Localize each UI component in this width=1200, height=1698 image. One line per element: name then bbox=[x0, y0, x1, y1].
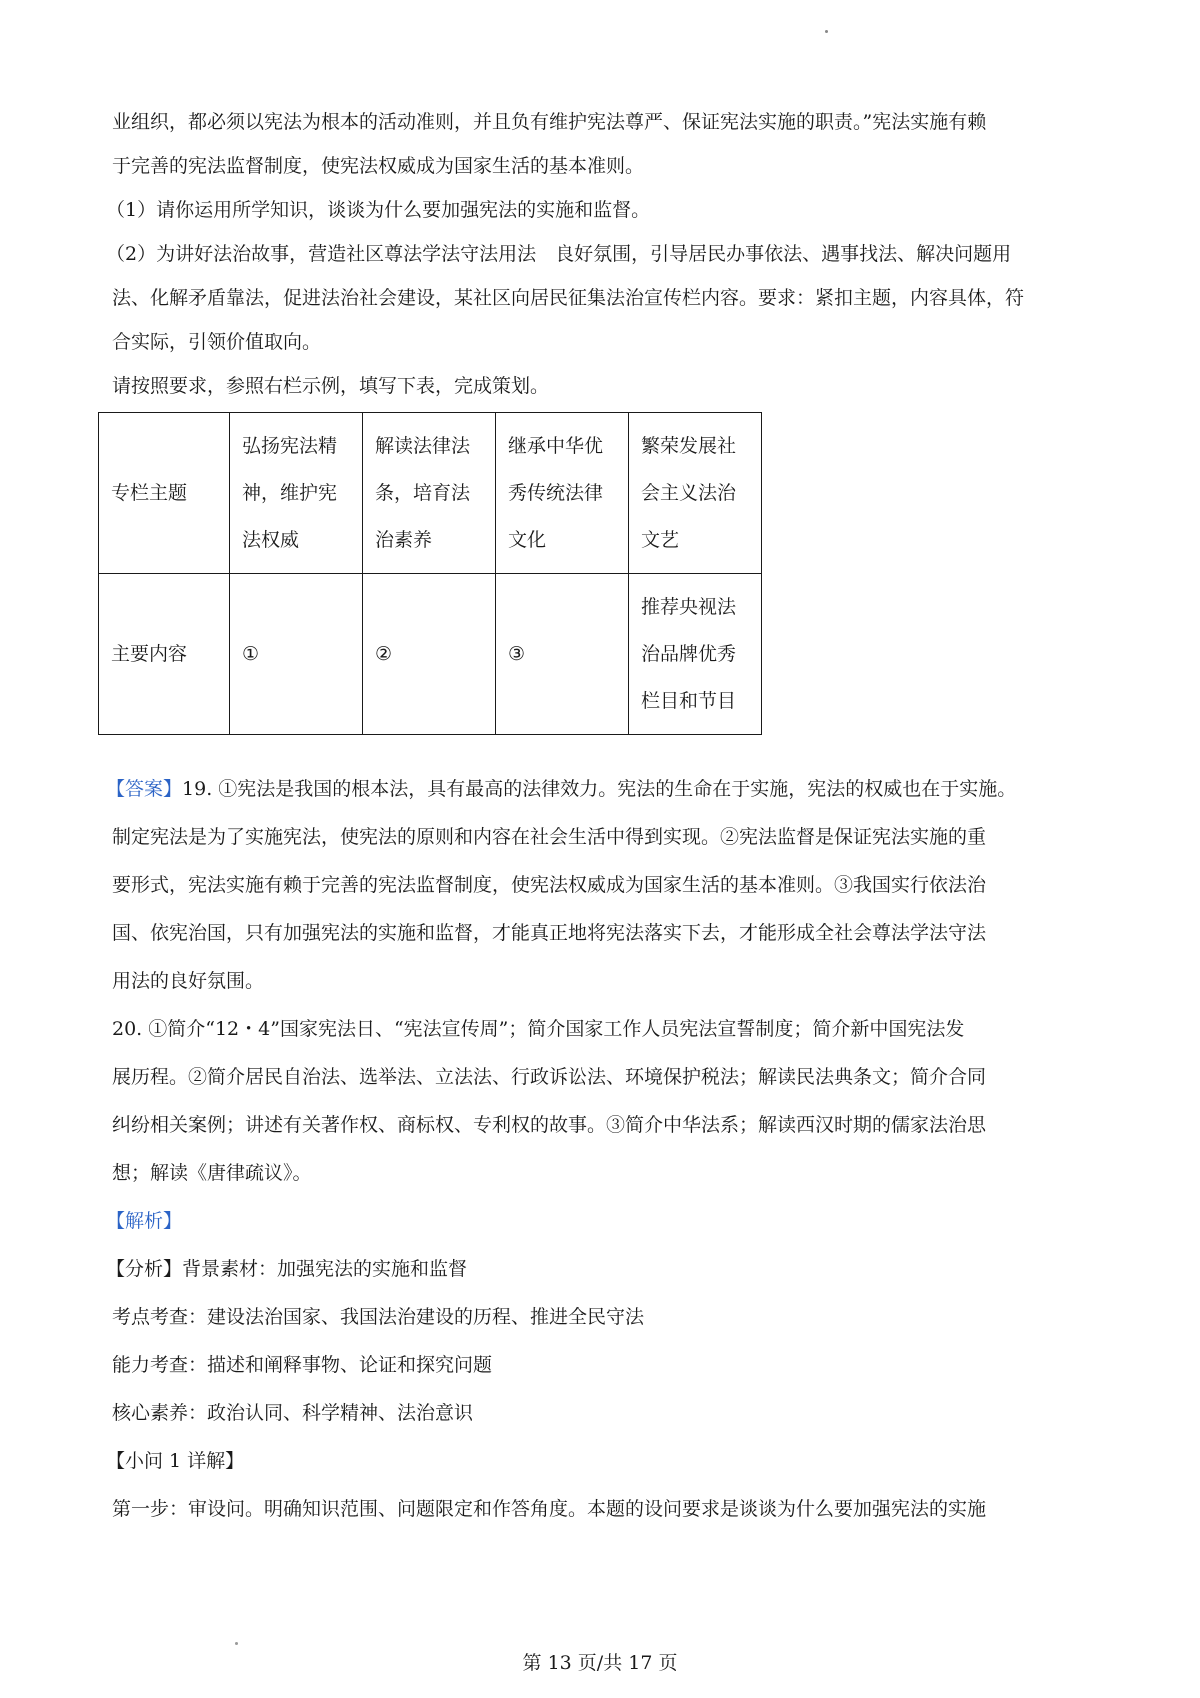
page-number: 第 13 页/共 17 页 bbox=[522, 1652, 678, 1674]
analysis-line: 核心素养：政治认同、科学精神、法治意识 bbox=[112, 1402, 474, 1424]
answer-label: 【答案】 bbox=[106, 778, 183, 800]
analysis-line: 考点考查：建设法治国家、我国法治建设的历程、推进全民守法 bbox=[112, 1306, 645, 1328]
answer-20-line: 展历程。②简介居民自治法、选举法、立法法、行政诉讼法、环境保护税法；解读民法典条文；简介合同 bbox=[112, 1066, 987, 1088]
answer-19-line: 要形式，宪法实施有赖于完善的宪法监督制度，使宪法权威成为国家生活的基本准则。③我国实行依法治 bbox=[112, 874, 987, 896]
answer-19-text: 19. ①宪法是我国的根本法，具有最高的法律效力。宪法的生命在于实施，宪法的权威也在于实施。 bbox=[182, 778, 1017, 800]
analysis-block bbox=[106, 1197, 1102, 1533]
scan-speck bbox=[235, 1642, 238, 1645]
answer-block bbox=[106, 765, 1102, 1197]
document-page bbox=[106, 100, 1102, 1533]
analysis-line: 能力考查：描述和阐释事物、论证和探究问题 bbox=[112, 1354, 493, 1376]
table-cell: 弘扬宪法精神，维护宪法权威 bbox=[230, 413, 363, 574]
question-2-line: 合实际，引领价值取向。 bbox=[112, 331, 322, 353]
question-block bbox=[106, 100, 1102, 408]
table-cell: 继承中华优秀传统法律文化 bbox=[496, 413, 629, 574]
analysis-line: 第一步：审设问。明确知识范围、问题限定和作答角度。本题的设问要求是谈谈为什么要加强宪法的实施 bbox=[112, 1498, 987, 1520]
answer-20-line: 20. ①简介“12・4”国家宪法日、“宪法宣传周”；简介国家工作人员宪法宣誓制度；简介新中国宪法发 bbox=[112, 1018, 965, 1040]
table-row bbox=[99, 413, 762, 574]
table-cell: ③ bbox=[496, 574, 629, 735]
answer-19-line: 用法的良好氛围。 bbox=[112, 970, 265, 992]
row-header-content: 主要内容 bbox=[99, 574, 230, 735]
table-instruction: 请按照要求，参照右栏示例，填写下表，完成策划。 bbox=[112, 375, 550, 397]
question-2-line: 法、化解矛盾靠法，促进法治社会建设，某社区向居民征集法治宣传栏内容。要求：紧扣主题，内容具体，符 bbox=[112, 287, 1025, 309]
table-cell: ① bbox=[230, 574, 363, 735]
question-intro-line: 于完善的宪法监督制度，使宪法权威成为国家生活的基本准则。 bbox=[112, 155, 645, 177]
planning-table bbox=[98, 412, 762, 735]
table-cell: 推荐央视法治品牌优秀栏目和节目 bbox=[629, 574, 762, 735]
answer-19-line bbox=[106, 765, 1102, 813]
table-row bbox=[99, 574, 762, 735]
answer-20-line: 想；解读《唐律疏议》。 bbox=[112, 1162, 312, 1184]
analysis-line: 【小问 1 详解】 bbox=[106, 1450, 245, 1472]
question-1: （1）请你运用所学知识，谈谈为什么要加强宪法的实施和监督。 bbox=[106, 199, 651, 221]
question-intro-line: 业组织，都必须以宪法为根本的活动准则，并且负有维护宪法尊严、保证宪法实施的职责。”宪法实施有赖 bbox=[112, 111, 987, 133]
analysis-line: 【分析】背景素材：加强宪法的实施和监督 bbox=[106, 1258, 468, 1280]
scan-speck bbox=[825, 30, 828, 33]
analysis-label: 【解析】 bbox=[106, 1210, 183, 1232]
answer-20-line: 纠纷相关案例；讲述有关著作权、商标权、专利权的故事。③简介中华法系；解读西汉时期的儒家法治思 bbox=[112, 1114, 987, 1136]
table-cell: ② bbox=[363, 574, 496, 735]
question-2-line: （2）为讲好法治故事，营造社区尊法学法守法用法 良好氛围，引导居民办事依法、遇事找法、解决问题用 bbox=[106, 243, 1012, 265]
table-cell: 解读法律法条，培育法治素养 bbox=[363, 413, 496, 574]
table-cell: 繁荣发展社会主义法治文艺 bbox=[629, 413, 762, 574]
answer-19-line: 国、依宪治国，只有加强宪法的实施和监督，才能真正地将宪法落实下去，才能形成全社会尊法学法守法 bbox=[112, 922, 987, 944]
answer-19-line: 制定宪法是为了实施宪法，使宪法的原则和内容在社会生活中得到实现。②宪法监督是保证宪法实施的重 bbox=[112, 826, 987, 848]
row-header-topic: 专栏主题 bbox=[99, 413, 230, 574]
